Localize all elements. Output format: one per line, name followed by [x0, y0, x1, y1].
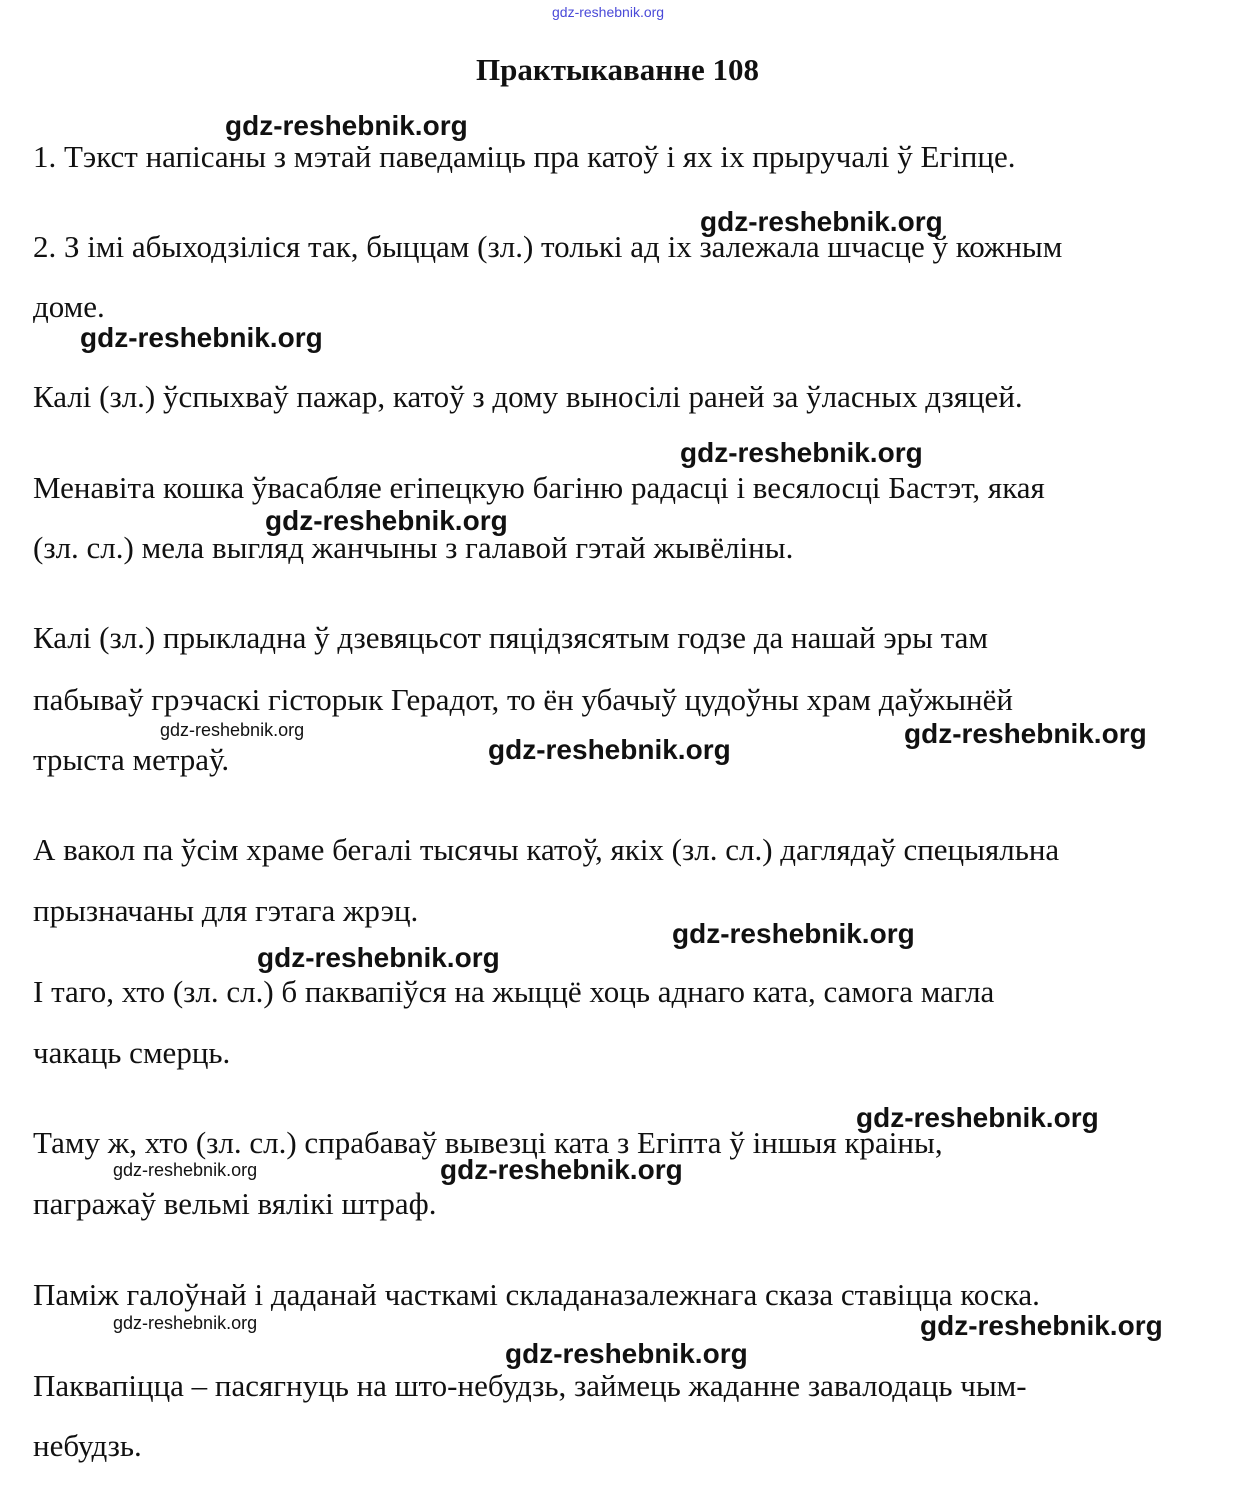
text-line: пабываў грэчаскі гісторык Герадот, то ён убачыў цудоўны храм даўжынёй: [33, 682, 1013, 717]
text-line: Калі (зл.) прыкладна ў дзевяцьсот пяцідзясятым годзе да нашай эры там: [33, 620, 989, 655]
watermark: gdz-reshebnik.org: [265, 505, 508, 536]
text-line: Менавіта кошка ўвасабляе егіпецкую багіню радасці і весялосці Бастэт, якая: [33, 470, 1045, 505]
text-line: доме.: [33, 289, 105, 324]
watermark: gdz-reshebnik.org: [160, 720, 305, 740]
text-line: Паміж галоўнай і даданай часткамі складаназалежнага сказа ставіцца коска.: [33, 1277, 1040, 1312]
watermark: gdz-reshebnik.org: [856, 1102, 1099, 1133]
text-line: 1. Тэкст напісаны з мэтай паведаміць пра катоў і ях іх прыручалі ў Егіпце.: [33, 139, 1016, 174]
text-line: пагражаў вельмі вялікі штраф.: [33, 1186, 437, 1221]
watermark: gdz-reshebnik.org: [113, 1160, 258, 1180]
text-line: трыста метраў.: [33, 742, 230, 777]
text-line: Паквапіцца – пасягнуць на што-небудзь, займець жаданне завалодаць чым-: [33, 1368, 1027, 1403]
watermark: gdz-reshebnik.org: [225, 110, 468, 141]
watermark: gdz-reshebnik.org: [672, 918, 915, 949]
watermark: gdz-reshebnik.org: [488, 734, 731, 765]
text-line: (зл. сл.) мела выгляд жанчыны з галавой гэтай жывёліны.: [33, 530, 794, 565]
watermark-top: gdz-reshebnik.org: [552, 4, 665, 20]
watermark: gdz-reshebnik.org: [680, 437, 923, 468]
watermark: gdz-reshebnik.org: [440, 1154, 683, 1185]
text-line: чакаць смерць.: [33, 1035, 231, 1070]
text-line: Калі (зл.) ўспыхваў пажар, катоў з дому выносілі раней за ўласных дзяцей.: [33, 379, 1023, 414]
watermark: gdz-reshebnik.org: [700, 206, 943, 237]
page-title: Практыкаванне 108: [475, 52, 759, 87]
text-line: небудзь.: [33, 1428, 142, 1463]
watermark: gdz-reshebnik.org: [257, 942, 500, 973]
watermark: gdz-reshebnik.org: [113, 1313, 258, 1333]
text-line: А вакол па ўсім храме бегалі тысячы катоў, якіх (зл. сл.) даглядаў спецыяльна: [33, 832, 1060, 867]
watermark: gdz-reshebnik.org: [80, 322, 323, 353]
text-line: 2. З імі абыходзіліся так, быццам (зл.) толькі ад іх залежала шчасце ў кожным: [33, 229, 1063, 264]
text-line: І таго, хто (зл. сл.) б паквапіўся на жыццё хоць аднаго ката, самога магла: [33, 974, 995, 1009]
watermark: gdz-reshebnik.org: [505, 1338, 748, 1369]
text-line: прызначаны для гэтага жрэц.: [33, 893, 419, 928]
text-line: Таму ж, хто (зл. сл.) спрабаваў вывезці ката з Егіпта ў іншыя краіны,: [33, 1125, 943, 1160]
watermark: gdz-reshebnik.org: [920, 1310, 1163, 1341]
watermark: gdz-reshebnik.org: [904, 718, 1147, 749]
